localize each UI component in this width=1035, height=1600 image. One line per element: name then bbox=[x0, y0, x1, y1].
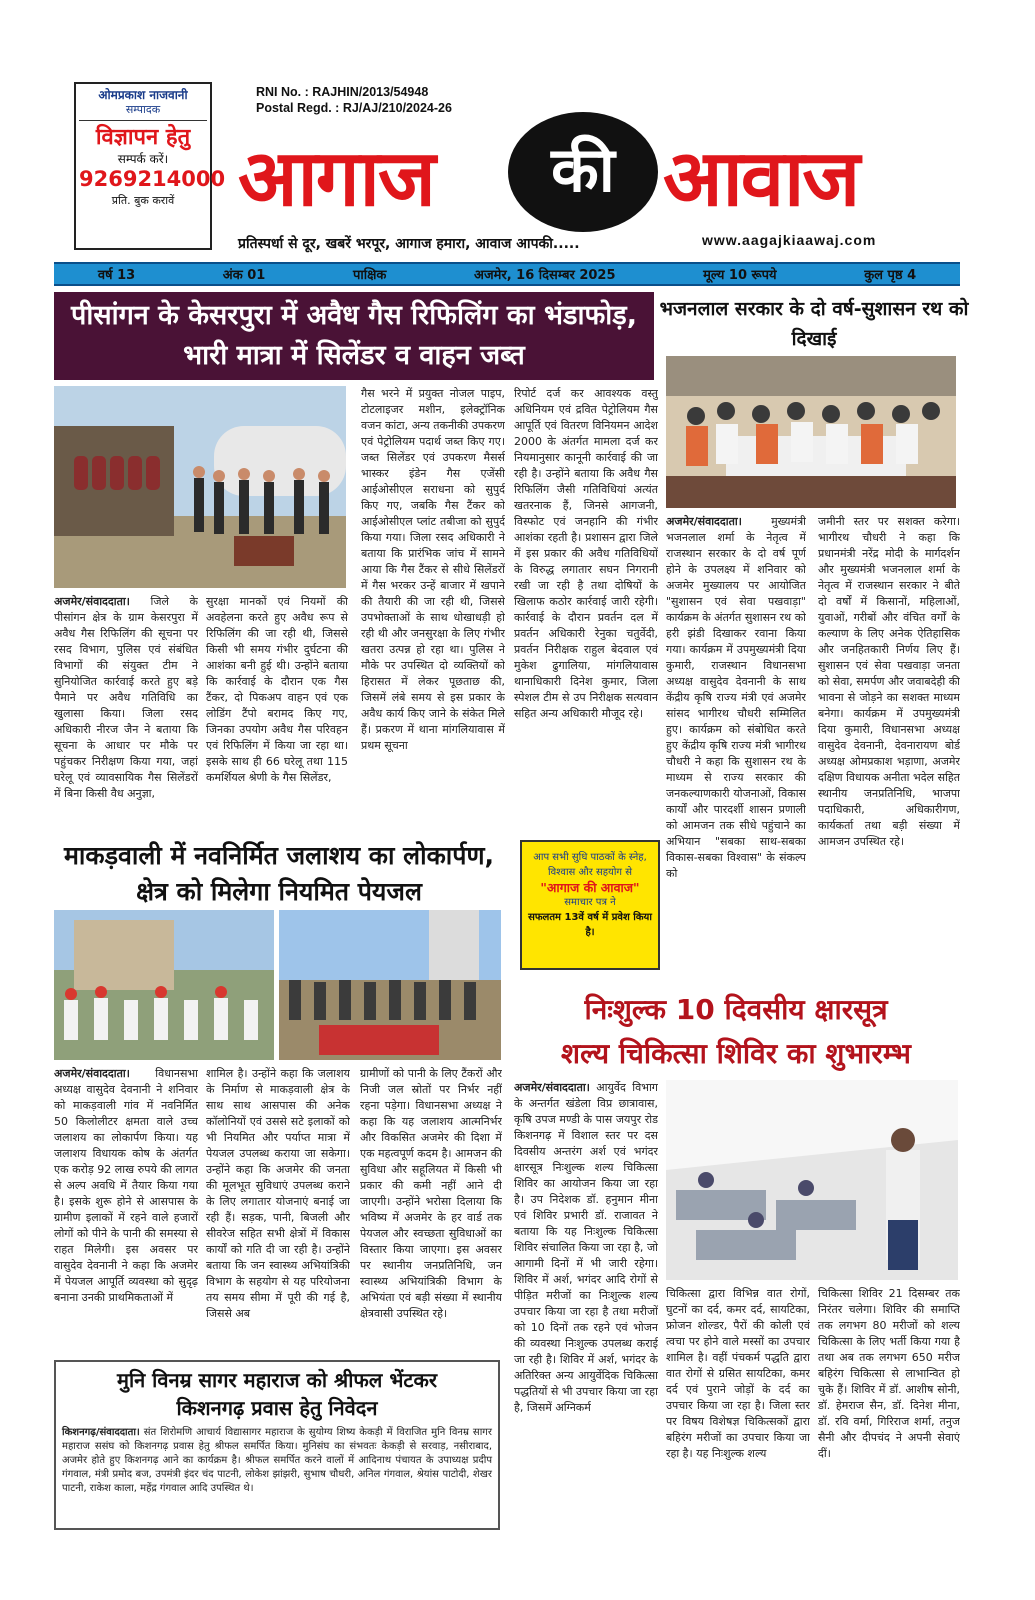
story1-text-2: सुरक्षा मानकों एवं नियमों की अवहेलना करते हुए अवैध रूप से रिफिलिंग की जा रही थी, जिससे किसी भी समय गंभीर दुर्घटना की आशंका बनी हुई थी। उन्होंने बताया कि कार्रवाई के दौरान एक गैस टैंकर, दो पिकअप वाहन एवं एक लोडिंग टैंपो बरामद किए गए, जिनका उपयोग अवैध गैस परिवहन एवं रिफिलिंग में किया जा रहा था। इसके साथ ही 66 घरेलू तथा 115 कमर्शियल श्रेणी के गैस सिलेंडर, bbox=[206, 595, 348, 784]
masthead-word-ki: की bbox=[508, 112, 658, 232]
story4-column-2 bbox=[666, 1286, 810, 1530]
story1-text-1: जिले के पीसांगन क्षेत्र के ग्राम केसरपुरा में अवैध गैस रिफिलिंग की सूचना पर रसद विभाग, पुलिस एवं संबंधित विभागों की संयुक्त टीम ने सुनियोजित कार्रवाई करते हुए बड़े पैमाने पर अवैध गतिविधि का खुलासा किया। जिला रसद अधिकारी नीरज जैन ने बताया कि सूचना के आधार पर मौके पर पहुंचकर निरीक्षण किया गया, जहां घरेलू एवं व्यावसायिक गैस सिलेंडरों में बिना किसी वैध अनुज्ञा, bbox=[54, 595, 198, 800]
tagline: प्रतिस्पर्धा से दूर, खबरें भरपूर, आगाज हमारा, आवाज आपकी..... bbox=[238, 236, 580, 252]
story1-headline-line2: भारी मात्रा में सिलेंडर व वाहन जब्त bbox=[183, 340, 525, 371]
issue-price: मूल्य 10 रूपये bbox=[703, 268, 777, 283]
story4-text-3: चिकित्सा शिविर 21 दिसम्बर तक निरंतर चलेगा। शिविर की समाप्ति तक लगभग 80 मरीजों को शल्य चिकित्सा के लिए भर्ती किया गया है तथा अब तक लगभग 650 मरीज बहिरंग चिकित्सा से लाभान्वित हो चुके हैं। शिविर में डॉ. आशीष सोनी, डॉ. हेमराज सैन, डॉ. दिनेश मीना, डॉ. रवि वर्मा, गिरिराज शर्मा, तनुज सैनी और दीपचंद ने अपनी सेवाएं दीं। bbox=[818, 1287, 960, 1460]
story3-text-3: ग्रामीणों को पानी के लिए टैंकरों और निजी जल स्रोतों पर निर्भर नहीं रहना पड़ेगा। विधानसभा अध्यक्ष ने कहा कि यह जलाशय आत्मनिर्भर और विकसित अजमेर की दिशा में एक महत्वपूर्ण कदम है। आमजन की सुविधा और सहूलियत में किसी भी प्रकार की कमी नहीं आने दी जाएगी। उन्होंने भरोसा दिलाया कि भविष्य में अजमेर के हर वार्ड तक पेयजल और स्वच्छता सुविधाओं का विस्तार किया जाएगा। इस अवसर पर स्थानीय जनप्रतिनिधि, जन स्वास्थ्य अभियांत्रिकी विभाग के अभियंता एवं बड़ी संख्या में स्थानीय क्षेत्रवासी उपस्थित रहे। bbox=[360, 1067, 502, 1320]
story2-dateline: अजमेर/संवाददाता। bbox=[666, 515, 742, 528]
story3-headline bbox=[54, 838, 504, 910]
story1-column-1 bbox=[54, 594, 198, 830]
story3-photo-1 bbox=[54, 910, 274, 1060]
story4-headline-line1: निःशुल्क 10 दिवसीय क्षारसूत्र bbox=[584, 993, 888, 1026]
story3-text-2: शामिल है। उन्होंने कहा कि जलाशय के निर्माण से माकड़वाली क्षेत्र के साथ साथ आसपास की अनेक कॉलोनियों एवं उससे सटे इलाकों को भी नियमित और पर्याप्त मात्रा में पेयजल उपलब्ध कराया जा सकेगा। उन्होंने कहा कि अजमेर की जनता की मूलभूत सुविधाएं उपलब्ध कराने के लिए लगातार योजनाएं बनाई जा रही हैं। सड़क, पानी, बिजली और सीवरेज सहित सभी क्षेत्रों में विकास कार्यों को गति दी जा रही है। उन्होंने बताया कि जन स्वास्थ्य अभियांत्रिकी विभाग के सहयोग से यह परियोजना तय समय सीमा में पूरी की गई है, जिससे अब bbox=[206, 1067, 350, 1320]
story3-column-3 bbox=[360, 1066, 502, 1352]
promo-line3: सफलतम 13वें वर्ष में प्रवेश किया है। bbox=[528, 912, 652, 938]
editor-name: ओमप्रकाश नाजवानी bbox=[98, 88, 188, 102]
story2-column-2 bbox=[818, 514, 960, 974]
story3-headline-line2: क्षेत्र को मिलेगा नियमित पेयजल bbox=[136, 877, 422, 906]
story3-column-2 bbox=[206, 1066, 350, 1352]
story4-dateline: अजमेर/संवाददाता। bbox=[514, 1081, 590, 1094]
story5-headline bbox=[56, 1362, 498, 1422]
story2-text-1: मुख्यमंत्री भजनलाल शर्मा के नेतृत्व में राजस्थान सरकार के दो वर्ष पूर्ण होने के उपलक्ष्य में शनिवार को अजमेर मुख्यालय पर आयोजित "सुशासन एवं सेवा पखवाड़ा" कार्यक्रम के अंतर्गत सुशासन रथ को हरी झंडी दिखाकर रवाना किया गया। कार्यक्रम में उपमुख्यमंत्री दिया कुमारी, राजस्थान विधानसभा अध्यक्ष वासुदेव देवनानी के साथ केंद्रीय कृषि राज्य मंत्री एवं अजमेर सांसद भागीरथ चौधरी सम्मिलित हुए। कार्यक्रम को संबोधित करते हुए केंद्रीय कृषि राज्य मंत्री भागीरथ चौधरी ने कहा कि सुशासन रथ के माध्यम से राज्य सरकार की जनकल्याणकारी योजनाओं, विकास कार्यों और पारदर्शी शासन प्रणाली को आमजन तक सीधे पहुंचाने का अभियान "सबका साथ-सबका विकास-सबका विश्वास" के संकल्प को bbox=[666, 515, 806, 880]
story4-column-3 bbox=[818, 1286, 960, 1530]
story1-photo bbox=[54, 386, 346, 588]
story5-text: संत शिरोमणि आचार्य विद्यासागर महाराज के सुयोग्य शिष्य केकड़ी में विराजित मुनि विनम्र सागर महाराज ससंघ को किशनगढ़ प्रवास हेतु श्रीफल समर्पित किया। मुनिसंघ का संभवतः केकड़ी से सरवाड़, नसीराबाद, अजमेर होते हुए किशनगढ़ आने का कार्यक्रम है। श्रीफल समर्पित करने वालों में आदिनाथ पंचायत के उपाध्यक्ष प्रदीप गंगवाल, मंत्री प्रमोद बज, उपमंत्री इंदर चंद पाटनी, लोकेश झांझरी, सुभाष चौधरी, अनिल गंगवाल, श्रेयांस पाटोदी, शेखर पाटनी, राकेश काला, महेंद्र गंगवाल आदि उपस्थित थे। bbox=[62, 1427, 493, 1494]
issue-pages: कुल पृष्ठ 4 bbox=[864, 268, 917, 283]
story1-dateline: अजमेर/संवाददाता। bbox=[54, 595, 130, 608]
masthead-word-aagaj: आगाज bbox=[238, 134, 434, 224]
story1-column-4 bbox=[514, 386, 658, 830]
story1-text-4: रिपोर्ट दर्ज कर आवश्यक वस्तु अधिनियम एवं द्रवित पेट्रोलियम गैस आपूर्ति एवं वितरण विनियमन आदेश 2000 के अंतर्गत मामला दर्ज कर नियमानुसार कानूनी कार्रवाई की जा रही है। उन्होंने बताया कि अवैध गैस रिफिलिंग जैसी गतिविधियां अत्यंत खतरनाक हैं, जिनसे आगजनी, विस्फोट एवं जनहानि की गंभीर आशंका रहती है। प्रशासन द्वारा जिले में इस प्रकार की अवैध गतिविधियों के विरुद्ध लगातार सघन निगरानी रखी जा रही है तथा दोषियों के खिलाफ कठोर कार्रवाई जारी रहेगी। कार्रवाई के दौरान प्रवर्तन दल में प्रवर्तन अधिकारी रेनुका चतुर्वेदी, प्रवर्तन निरीक्षक राहुल बेदवाल एवं मुकेश ढुगालिया, मांगलियावास थानाधिकारी दिनेश कुमार, जिला स्पेशल टीम से उप निरीक्षक सत्यवान सहित अन्य अधिकारी मौजूद रहे। bbox=[514, 387, 658, 720]
promo-paper-name: "आगाज की आवाज" bbox=[540, 880, 640, 895]
story4-headline-line2: शल्य चिकित्सा शिविर का शुभारम्भ bbox=[561, 1037, 911, 1070]
story5-dateline: किशनगढ़/संवाददाता। bbox=[62, 1427, 140, 1438]
ad-phone: 9269214000 bbox=[79, 167, 226, 191]
story4-photo bbox=[666, 1080, 958, 1280]
website-link[interactable]: www.aagajkiaawaj.com bbox=[702, 232, 877, 248]
story4-text-2: चिकित्सा द्वारा विभिन्न वात रोगों, घुटनों का दर्द, कमर दर्द, सायटिका, फ्रोजन शोल्डर, पैरों की कोली एवं त्वचा पर होने वाले मस्सों का उपचार शामिल है। वहीं पंचकर्म पद्धति द्वारा वात रोगों से ग्रसित सायटिका, कमर दर्द एवं पुराने जोड़ों के दर्द का उपचार किया जा रहा है। जिला स्तर पर विषय विशेषज्ञ चिकित्सकों द्वारा बहिरंग मरीजों का उपचार किया जा रहा है। यह निःशुल्क शल्य bbox=[666, 1287, 810, 1460]
postal-registration: Postal Regd. : RJ/AJ/210/2024-26 bbox=[256, 101, 452, 115]
story2-headline-line1: भजनलाल सरकार के दो वर्ष-सुशासन रथ को दिखाई bbox=[659, 298, 969, 350]
registration-info bbox=[256, 84, 452, 116]
story1-text-3: गैस भरने में प्रयुक्त नोजल पाइप, टोटलाइजर मशीन, इलेक्ट्रॉनिक वजन कांटा, अन्य तकनीकी उपकरण एवं पेट्रोलियम पदार्थ जब्त किए गए। जब्त सिलेंडर एवं उपकरण मैसर्स भास्कर इंडेन गैस एजेंसी आईओसीएल सराधना को सुपुर्द किए गए, जबकि गैस टैंकर को आईओसीएल प्लांट तबीजा को सुपुर्द किया गया। जिला रसद अधिकारी ने बताया कि प्रारंभिक जांच में सामने आया कि गैस टैंकर से सीधे सिलेंडरों में गैस भरकर उन्हें बाजार में खपाने की तैयारी की जा रही थी, जिससे उपभोक्ताओं के साथ धोखाधड़ी हो रही थी और जनसुरक्षा के लिए गंभीर खतरा उत्पन्न हो रहा था। पुलिस ने मौके पर उपस्थित दो व्यक्तियों को हिरासत में लेकर पूछताछ की, जिसमें लंबे समय से इस प्रकार के अवैध कार्य किए जाने के संकेत मिले हैं। प्रकरण में थाना मांगलियावास में प्रथम सूचना bbox=[361, 387, 505, 752]
story5-body bbox=[56, 1422, 498, 1500]
story4-headline bbox=[505, 988, 967, 1076]
story2-photo bbox=[666, 356, 956, 508]
rni-number: RNI No. : RAJHIN/2013/54948 bbox=[256, 85, 429, 99]
editor-title: सम्पादक bbox=[79, 102, 207, 121]
story3-column-1 bbox=[54, 1066, 198, 1352]
ad-heading: विज्ञापन हेतु bbox=[95, 125, 191, 150]
anniversary-promo-box bbox=[520, 840, 660, 970]
ad-booking: प्रति. बुक करावें bbox=[111, 194, 175, 207]
issue-info-bar bbox=[54, 262, 960, 286]
story3-text-1: विधानसभा अध्यक्ष वासुदेव देवनानी ने शनिवार को माकड़वाली गांव में नवनिर्मित 50 किलोलीटर क्षमता वाले उच्च जलाशय का लोकार्पण किया। यह जलाशय विधायक कोष के अंतर्गत एक करोड़ 92 लाख रुपये की लागत से अल्प अवधि में तैयार किया गया है। इसके शुरू होने से आसपास के ग्रामीण इलाकों में रहने वाले हजारों लोगों को पीने के पानी की समस्या से राहत मिलेगी। इस अवसर पर वासुदेव देवनानी ने कहा कि अजमेर में पेयजल आपूर्ति व्यवस्था को सुदृढ़ बनाना उनकी प्राथमिकताओं में bbox=[54, 1067, 198, 1304]
story2-column-1 bbox=[666, 514, 806, 974]
story5-headline-line1: मुनि विनम्र सागर महाराज को श्रीफल भेंटकर bbox=[116, 1368, 438, 1392]
masthead bbox=[238, 118, 938, 228]
story1-column-3 bbox=[361, 386, 505, 830]
story3-photo-2 bbox=[279, 910, 501, 1060]
story5-headline-line2: किशनगढ़ प्रवास हेतु निवेदन bbox=[176, 1396, 378, 1420]
story1-headline-line1: पीसांगन के केसरपुरा में अवैध गैस रिफिलिंग का भंडाफोड़, bbox=[71, 300, 637, 331]
story1-column-2 bbox=[206, 594, 348, 830]
promo-line1: आप सभी सुधि पाठकों के स्नेह, विश्वास और सहयोग से bbox=[533, 852, 647, 878]
masthead-word-aawaj: आवाज bbox=[663, 134, 859, 224]
story1-headline bbox=[54, 292, 654, 380]
story2-text-2: जमीनी स्तर पर सशक्त करेगा। भागीरथ चौधरी ने कहा कि प्रधानमंत्री नरेंद्र मोदी के मार्गदर्शन और मुख्यमंत्री भजनलाल शर्मा के नेतृत्व में राजस्थान सरकार ने बीते दो वर्षों में किसानों, महिलाओं, युवाओं, गरीबों और वंचित वर्गों के कल्याण के लिए अनेक ऐतिहासिक और जनहितकारी निर्णय लिए हैं। सुशासन एवं सेवा पखवाड़ा जनता को सेवा, समर्पण और जवाबदेही की भावना से जोड़ने का सशक्त माध्यम बनेगा। कार्यक्रम में उपमुख्यमंत्री दिया कुमारी, विधानसभा अध्यक्ष वासुदेव देवनानी, देवनारायण बोर्ड अध्यक्ष ओमप्रकाश भड़ाणा, अजमेर दक्षिण विधायक अनीता भदेल सहित स्थानीय जनप्रतिनिधि, भाजपा पदाधिकारी, अधिकारीगण, कार्यकर्ता तथा बड़ी संख्या में आमजन उपस्थित रहे। bbox=[818, 515, 960, 848]
issue-number: अंक 01 bbox=[222, 268, 266, 283]
ad-contact: सम्पर्क करें। bbox=[117, 152, 169, 166]
issue-frequency: पाक्षिक bbox=[352, 268, 387, 283]
story4-text-1: आयुर्वेद विभाग के अन्तर्गत खंडेला विप्र छात्रावास, कृषि उपज मण्डी के पास जयपुर रोड किशनगढ़ में विशाल स्तर पर दस दिवसीय अन्तरंग अर्श एवं भगंदर क्षारसूत्र निःशुल्क शल्य चिकित्सा शिविर का आयोजन किया जा रहा है। उप निदेशक डॉ. हनुमान मीना एवं शिविर प्रभारी डॉ. राजावत ने बताया कि यह निःशुल्क चिकित्सा शिविर संचालित किया जा रहा है, जो आगामी दिनों में भी जारी रहेगा। शिविर में अर्श, भगंदर आदि रोगों से पीड़ित मरीजों का निःशुल्क शल्य उपचार किया जा रहा है तथा मरीजों को 10 दिनों तक रहने एवं भोजन की व्यवस्था निःशुल्क उपलब्ध कराई जा रही है। शिविर में अर्श, भगंदर के अतिरिक्त अन्य आयुर्वेदिक चिकित्सा पद्धतियों से भी उपचार किया जा रहा है, जिसमें अग्निकर्म bbox=[514, 1081, 658, 1414]
story5-box bbox=[54, 1360, 500, 1530]
issue-year: वर्ष 13 bbox=[97, 268, 136, 283]
promo-line2: समाचार पत्र ने bbox=[564, 897, 616, 908]
issue-place-date: अजमेर, 16 दिसम्बर 2025 bbox=[474, 268, 616, 283]
advertisement-box bbox=[74, 82, 226, 250]
story3-dateline: अजमेर/संवाददाता। bbox=[54, 1067, 130, 1080]
story4-column-1 bbox=[514, 1080, 658, 1530]
story3-headline-line1: माकड़वाली में नवनिर्मित जलाशय का लोकार्पण, bbox=[63, 841, 495, 870]
